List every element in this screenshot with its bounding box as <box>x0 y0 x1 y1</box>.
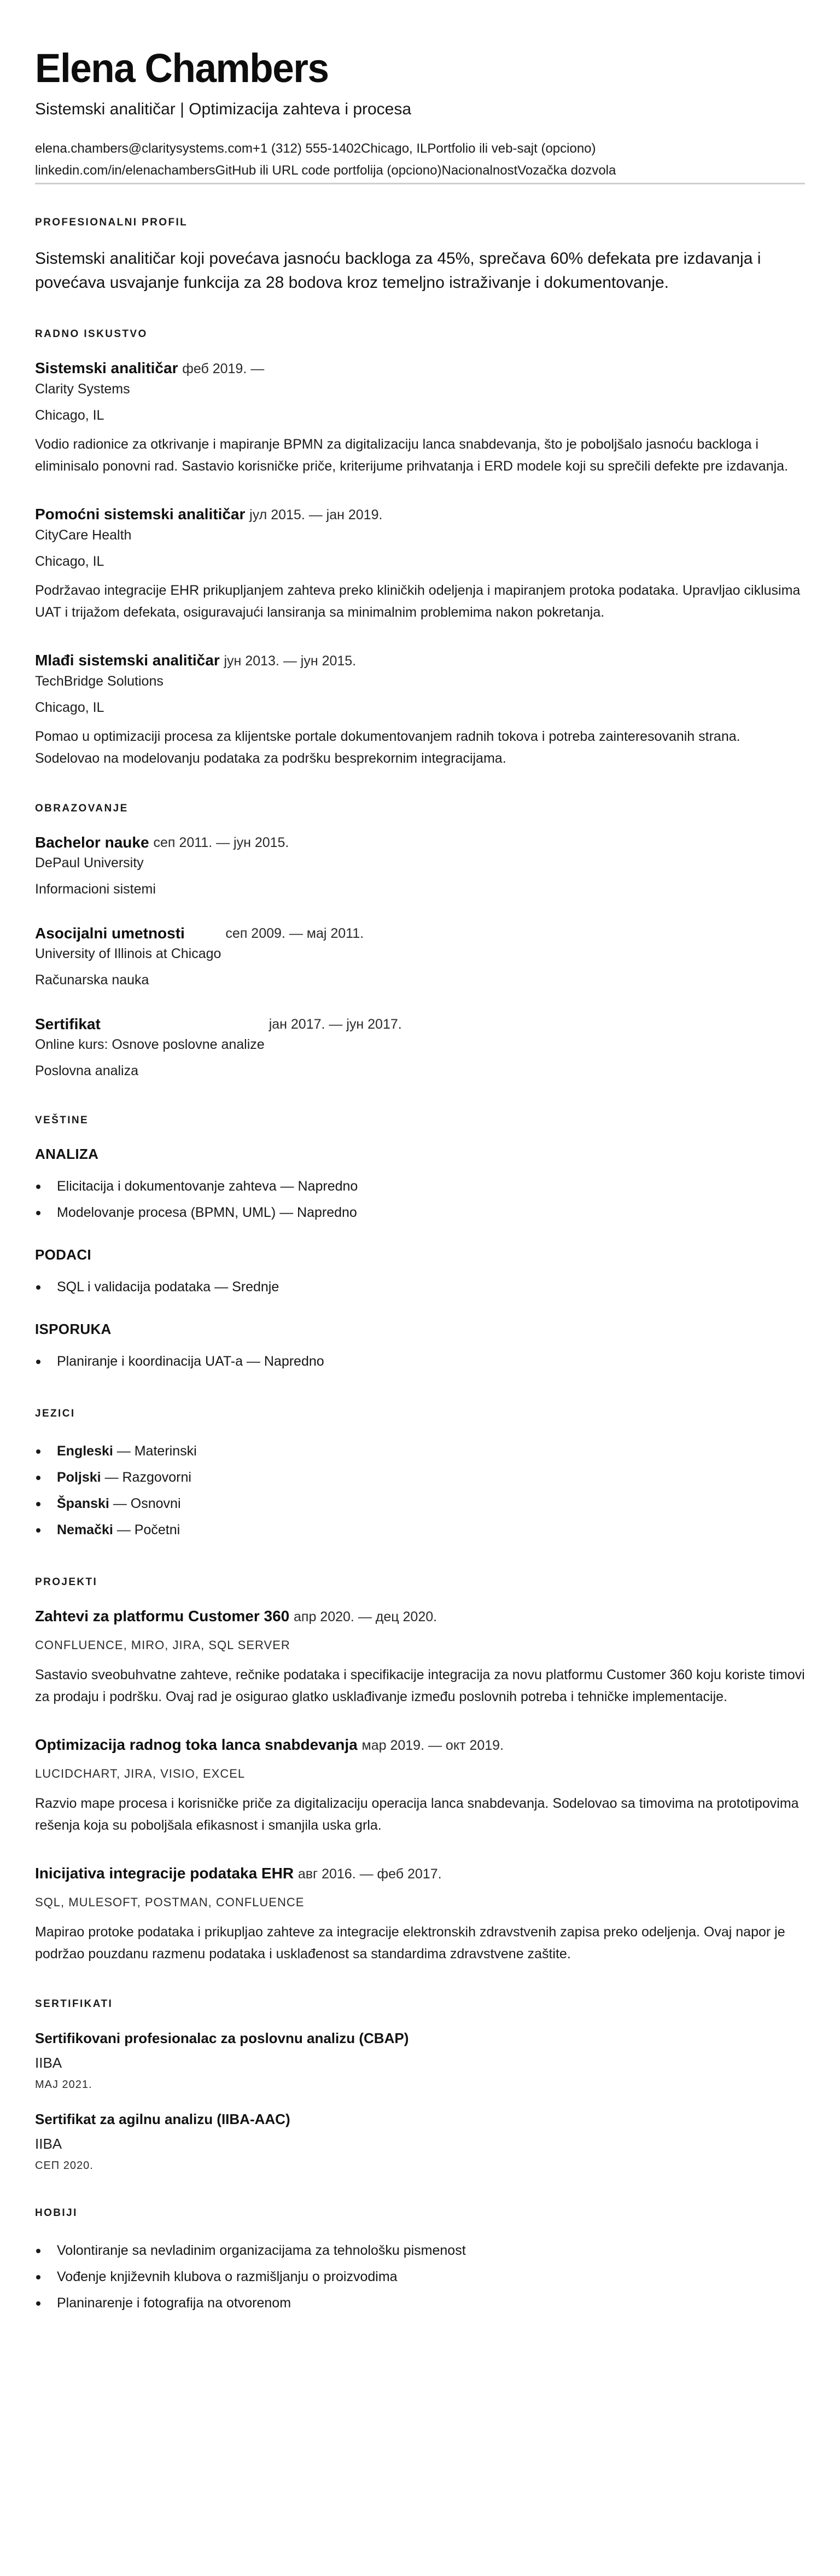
certificate-item <box>35 2028 805 2093</box>
project-item <box>35 1735 805 1836</box>
job-company: TechBridge Solutions <box>35 674 164 689</box>
contact-linkedin[interactable]: linkedin.com/in/elenachambers <box>35 163 215 178</box>
job-company: Clarity Systems <box>35 381 130 397</box>
language-level: Osnovni <box>130 1496 181 1511</box>
section-education <box>35 802 805 1081</box>
skill-item: SQL i validacija podataka — Srednje <box>35 1274 805 1300</box>
contact-line-1 <box>35 138 805 160</box>
section-title-languages: JEZICI <box>35 1408 75 1419</box>
education-item <box>35 1014 805 1081</box>
hobby-item: Volontiranje sa nevladinim organizacijama za tehnološku pismenost <box>35 2237 805 2264</box>
contact-drivers-license: Vozačka dozvola <box>517 163 616 178</box>
project-name: Optimizacija radnog toka lanca snabdevanja <box>35 1736 358 1753</box>
section-experience <box>35 328 805 769</box>
language-name: Nemački <box>57 1522 113 1538</box>
project-dates: авг 2016. — феб 2017. <box>298 1866 442 1882</box>
section-title-summary: PROFESIONALNI PROFIL <box>35 217 188 228</box>
job-title: Sistemski analitičar <box>35 359 178 376</box>
section-title-skills: VEŠTINE <box>35 1115 89 1126</box>
institution-name: Online kurs: Osnove poslovne analize <box>35 1037 265 1052</box>
job-location: Chicago, IL <box>35 408 104 423</box>
language-level: Materinski <box>134 1443 197 1459</box>
experience-item <box>35 358 805 477</box>
certificate-name: Sertifikat za agilnu analizu (IIBA-AAC) <box>35 2111 290 2127</box>
contact-portfolio[interactable]: Portfolio ili veb-sajt (opciono) <box>427 141 596 156</box>
section-projects <box>35 1576 805 1965</box>
contact-info <box>35 138 805 182</box>
job-description: Pomao u optimizaciji procesa za klijentske portale dokumentovanjem radnih tokova i potreba zainteresovanih strana. Sodelovao na modelovanju podataka za podršku besprekornim integracijama. <box>35 729 740 766</box>
skill-category: ISPORUKA <box>35 1321 112 1337</box>
job-location: Chicago, IL <box>35 554 104 569</box>
contact-email[interactable]: elena.chambers@claritysystems.com <box>35 141 253 156</box>
language-item: Poljski — Razgovorni <box>35 1464 805 1490</box>
project-name: Inicijativa integracije podataka EHR <box>35 1865 294 1882</box>
skill-group <box>35 1245 805 1300</box>
section-hobbies <box>35 2207 805 2316</box>
project-item <box>35 1864 805 1965</box>
project-description: Razvio mape procesa i korisničke priče za digitalizaciju operacija lanca snabdevanja. Sodelovao sa timovima na prototipovima rešenja koja su poboljšala efikasnost i smanjila uska grla. <box>35 1796 799 1833</box>
experience-item <box>35 504 805 623</box>
project-dates: апр 2020. — дец 2020. <box>294 1609 438 1624</box>
hobby-item: Vođenje književnih klubova o razmišljanju o proizvodima <box>35 2264 805 2290</box>
certificate-item <box>35 2109 805 2174</box>
job-description: Podržavao integracije EHR prikupljanjem zahteva preko kliničkih odeljenja i mapiranjem protoka podataka. Upravljao ciklusima UAT i trijažom defekata, osiguravajući lansiranja sa minimalnim problemima nakon pokretanja. <box>35 583 801 620</box>
resume-header <box>35 45 805 184</box>
header-divider <box>35 183 805 184</box>
education-item <box>35 924 805 990</box>
experience-item <box>35 651 805 769</box>
section-summary <box>35 216 805 295</box>
degree-title: Sertifikat <box>35 1016 101 1032</box>
contact-github[interactable]: GitHub ili URL code portfolija (opciono) <box>215 163 442 178</box>
project-tools: LUCIDCHART, JIRA, VISIO, EXCEL <box>35 1767 246 1780</box>
job-title: Pomoćni sistemski analitičar <box>35 506 246 523</box>
language-item: Španski — Osnovni <box>35 1490 805 1517</box>
education-item <box>35 833 805 900</box>
job-dates: јул 2015. — јан 2019. <box>249 507 383 523</box>
job-title: Mlađi sistemski analitičar <box>35 652 220 669</box>
section-title-projects: PROJEKTI <box>35 1576 98 1588</box>
project-dates: мар 2019. — окт 2019. <box>361 1738 504 1753</box>
skill-category: ANALIZA <box>35 1146 99 1162</box>
section-languages <box>35 1407 805 1543</box>
skill-category: PODACI <box>35 1246 91 1263</box>
job-location: Chicago, IL <box>35 700 104 715</box>
certificate-issuer: IIBA <box>35 2136 62 2152</box>
job-dates: феб 2019. — <box>182 361 265 376</box>
job-dates: јун 2013. — јун 2015. <box>224 653 357 669</box>
section-title-certificates: SERTIFIKATI <box>35 1998 113 2010</box>
contact-location: Chicago, IL <box>360 141 428 156</box>
language-level: Razgovorni <box>122 1470 191 1485</box>
language-level: Početni <box>134 1522 180 1538</box>
section-title-experience: RADNO ISKUSTVO <box>35 328 148 340</box>
skill-group <box>35 1145 805 1226</box>
certificate-date: МАЈ 2021. <box>35 2079 92 2091</box>
certificate-issuer: IIBA <box>35 2055 62 2071</box>
education-dates: сеп 2009. — мај 2011. <box>225 926 364 941</box>
field-of-study: Računarska nauka <box>35 972 149 988</box>
candidate-name: Elena Chambers <box>35 45 329 91</box>
contact-nationality: Nacionalnost <box>441 163 518 178</box>
project-tools: CONFLUENCE, MIRO, JIRA, SQL SERVER <box>35 1638 290 1652</box>
education-dates: јан 2017. — јун 2017. <box>269 1017 402 1032</box>
section-title-hobbies: HOBIJI <box>35 2207 78 2219</box>
certificate-date: СЕП 2020. <box>35 2160 94 2172</box>
degree-title: Asocijalni umetnosti <box>35 925 185 942</box>
education-dates: сеп 2011. — јун 2015. <box>153 835 289 850</box>
language-name: Poljski <box>57 1470 101 1485</box>
job-description: Vodio radionice za otkrivanje i mapiranje BPMN za digitalizaciju lanca snabdevanja, što je poboljšalo jasnoću backloga i eliminisalo ponovni rad. Sastavio korisničke priče, kriterijume prihvatanja i ERD modele koji su sprečili defekte pre izdavanja. <box>35 437 789 474</box>
institution-name: University of Illinois at Chicago <box>35 946 221 961</box>
skill-item: Elicitacija i dokumentovanje zahteva — Napredno <box>35 1173 805 1199</box>
job-company: CityCare Health <box>35 527 132 543</box>
language-item: Nemački — Početni <box>35 1517 805 1543</box>
project-description: Mapirao protoke podataka i prikupljao zahteve za integracije elektronskih zdravstvenih zapisa preko odeljenja. Ovaj napor je podržao pouzdanu razmenu podataka i usklađenost sa standardima zdravstvene zaštite. <box>35 1924 785 1962</box>
skill-item: Modelovanje procesa (BPMN, UML) — Napredno <box>35 1199 805 1226</box>
summary-text: Sistemski analitičar koji povećava jasnoću backloga za 45%, sprečava 60% defekata pre izdavanja i povećava usvajanje funkcija za 28 bodova kroz temeljno istraživanje i dokumentovanje. <box>35 250 761 292</box>
skill-group <box>35 1320 805 1374</box>
degree-title: Bachelor nauke <box>35 834 149 851</box>
project-description: Sastavio sveobuhvatne zahteve, rečnike podataka i specifikacije integracija za novu platformu Customer 360 koju koriste timovi za prodaju i podršku. Ovaj rad je osigurao glatko usklađivanje između poslovnih potreba i tehničke implementacije. <box>35 1667 805 1704</box>
section-title-education: OBRAZOVANJE <box>35 803 129 814</box>
language-name: Španski <box>57 1496 109 1511</box>
project-item <box>35 1606 805 1708</box>
contact-line-2 <box>35 160 805 182</box>
certificate-name: Sertifikovani profesionalac za poslovnu analizu (CBAP) <box>35 2030 409 2046</box>
field-of-study: Informacioni sistemi <box>35 881 156 897</box>
language-item: Engleski — Materinski <box>35 1438 805 1464</box>
candidate-headline: Sistemski analitičar | Optimizacija zahteva i procesa <box>35 100 412 118</box>
section-certificates <box>35 1998 805 2174</box>
contact-phone[interactable]: +1 (312) 555-1402 <box>252 141 361 156</box>
hobby-item: Planinarenje i fotografija na otvorenom <box>35 2290 805 2316</box>
language-name: Engleski <box>57 1443 113 1459</box>
field-of-study: Poslovna analiza <box>35 1063 139 1078</box>
project-tools: SQL, MULESOFT, POSTMAN, CONFLUENCE <box>35 1895 305 1909</box>
skill-item: Planiranje i koordinacija UAT-a — Napredno <box>35 1348 805 1374</box>
section-skills <box>35 1114 805 1374</box>
institution-name: DePaul University <box>35 855 144 871</box>
project-name: Zahtevi za platformu Customer 360 <box>35 1608 290 1624</box>
